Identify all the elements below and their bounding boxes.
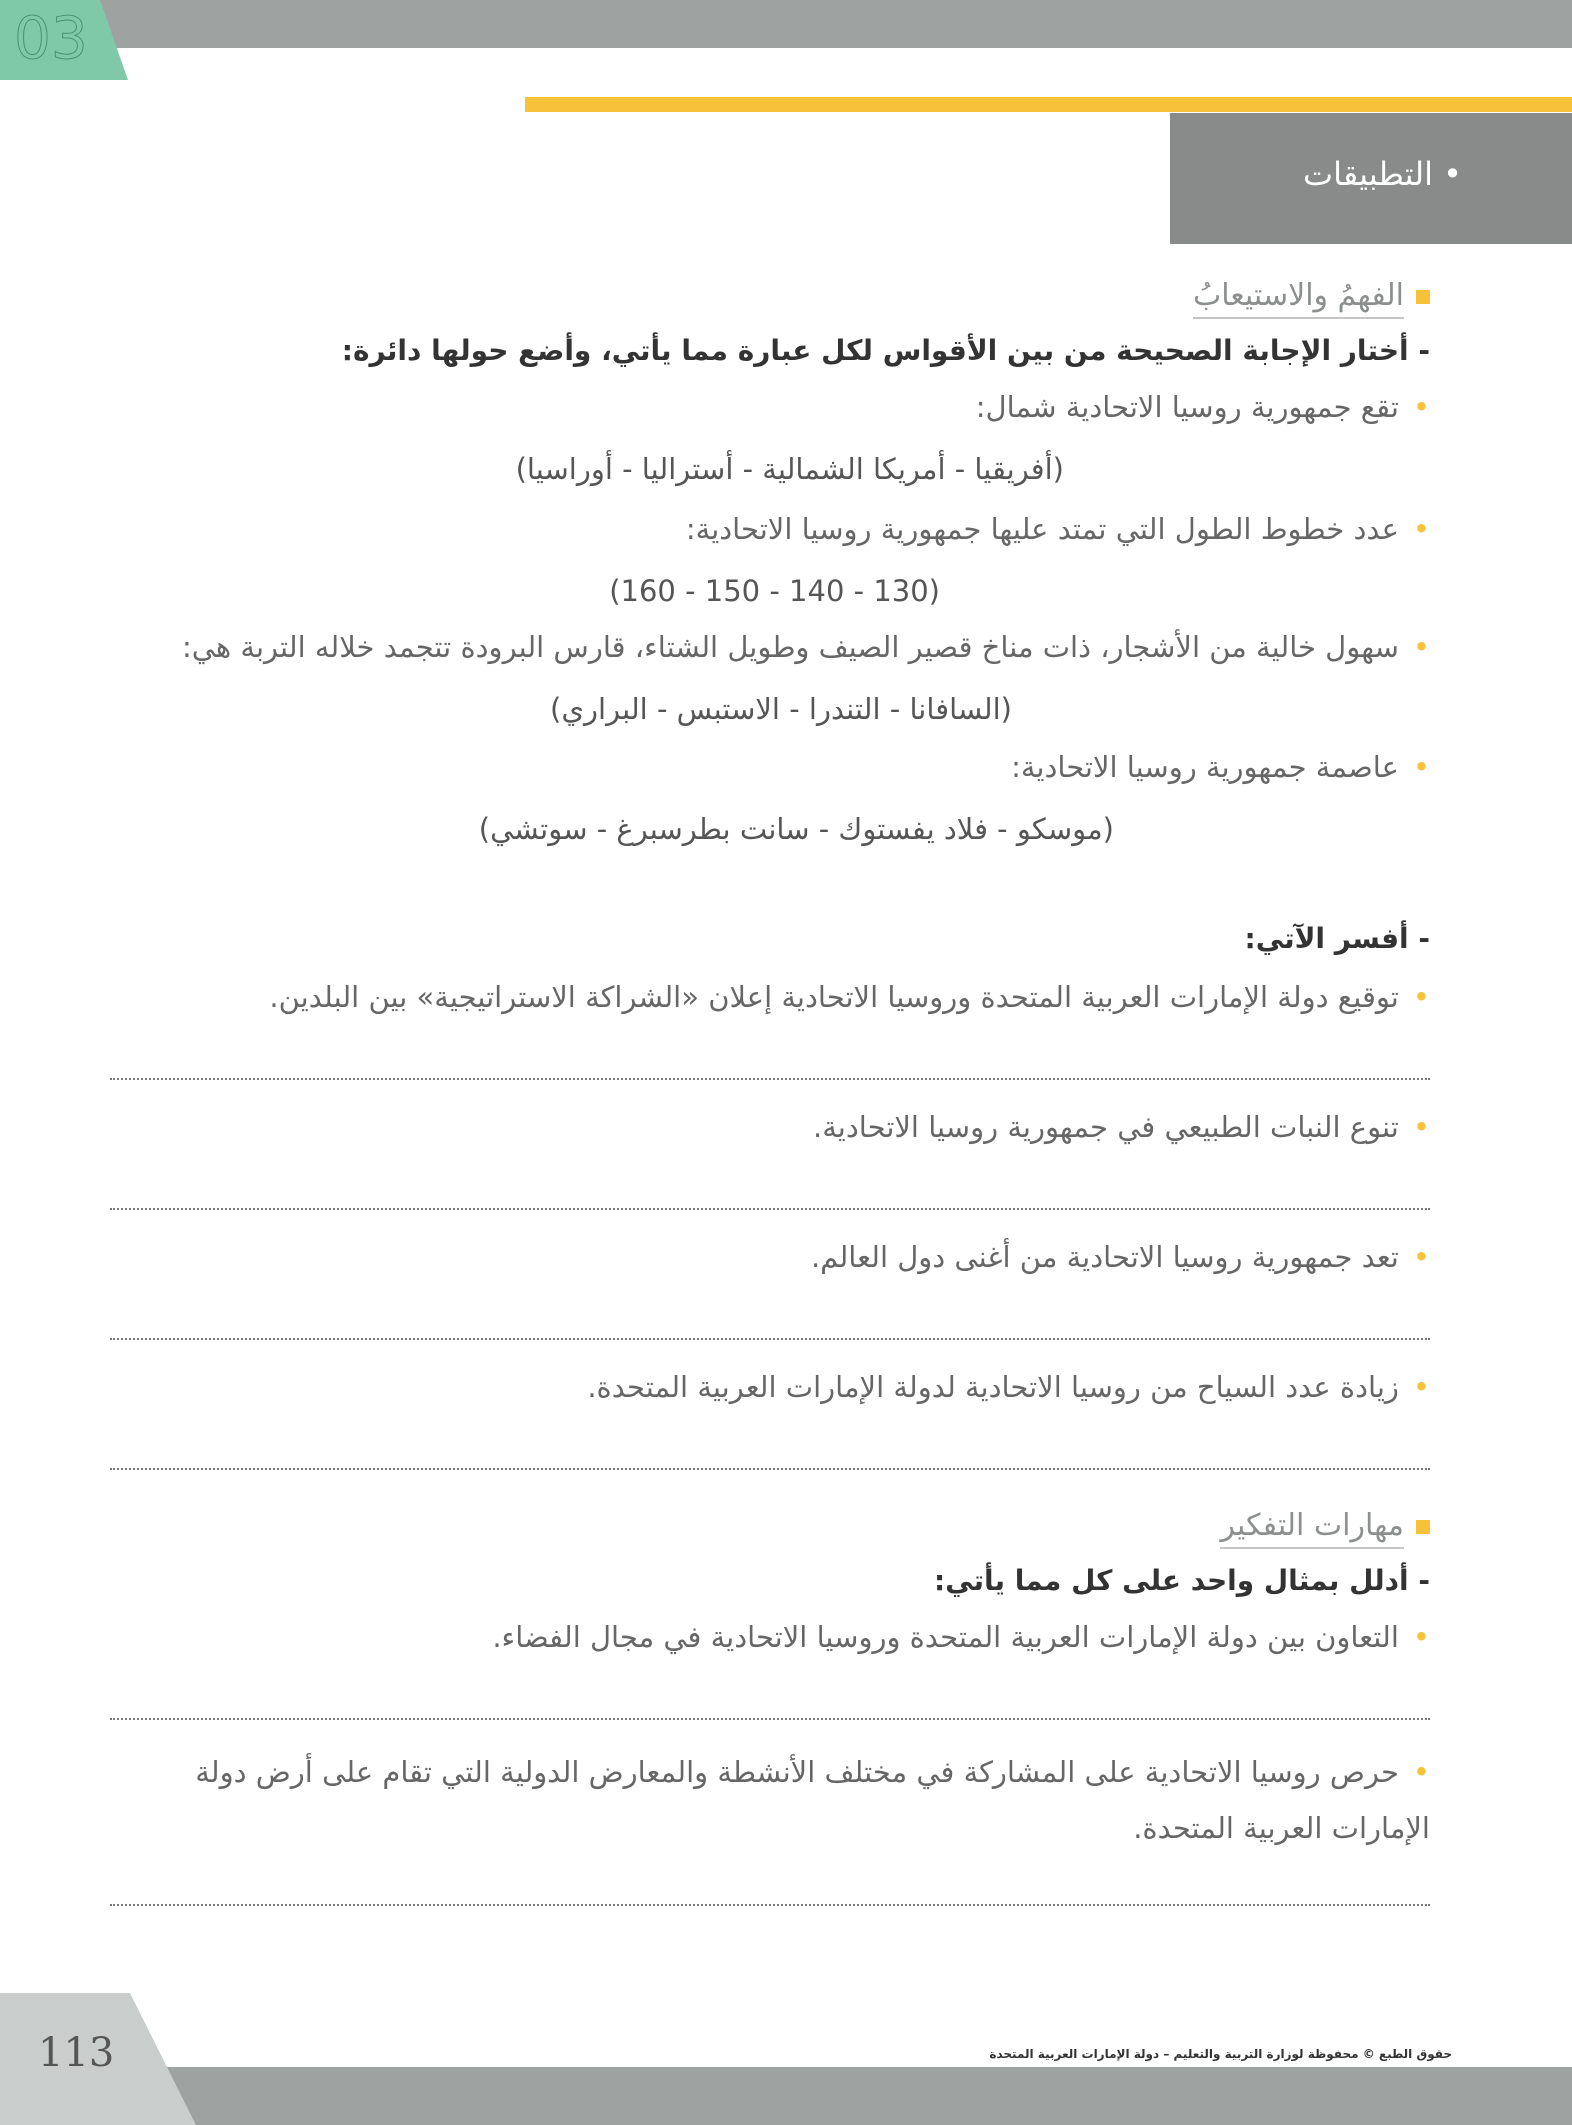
explain-item: •تعد جمهورية روسيا الاتحادية من أغنى دول العالم. [810, 1240, 1430, 1274]
bullet-dot-icon: • [1412, 1755, 1430, 1789]
bullet-dot-icon: • [1412, 1620, 1430, 1654]
question-item: •سهول خالية من الأشجار، ذات مناخ قصير الصيف وطويل الشتاء، قارس البرودة تتجمد خلاله التربة هي: [181, 630, 1430, 664]
bullet-dot-icon: • [1412, 1240, 1430, 1274]
bullet-dot-icon: • [1412, 750, 1430, 784]
section-header [1170, 113, 1572, 244]
answer-options[interactable]: (أفريقيا - أمريكا الشمالية - أستراليا - أوراسيا) [515, 452, 1064, 486]
explain-instruction: - أفسر الآتي: [1244, 922, 1430, 955]
bullet-dot-icon: • [1412, 512, 1430, 546]
answer-options[interactable]: (السافانا - التندرا - الاستبس - البراري) [550, 692, 1012, 726]
copyright-notice: حقوق الطبع © محفوظة لوزارة التربية والتعليم – دولة الإمارات العربية المتحدة [989, 2047, 1452, 2061]
page-number: 113 [38, 2030, 115, 2076]
answer-line[interactable] [110, 1718, 1430, 1720]
answer-line[interactable] [110, 1338, 1430, 1340]
answer-line[interactable] [110, 1468, 1430, 1470]
accent-line [525, 97, 1572, 112]
question-item: •عدد خطوط الطول التي تمتد عليها جمهورية روسيا الاتحادية: [685, 512, 1430, 546]
answer-options[interactable]: (130 - 140 - 150 - 160) [609, 574, 940, 608]
bullet-dot-icon: • [1412, 390, 1430, 424]
explain-item: •توقيع دولة الإمارات العربية المتحدة وروسيا الاتحادية إعلان «الشراكة الاستراتيجية» بين البلدين. [269, 980, 1430, 1014]
answer-line[interactable] [110, 1078, 1430, 1080]
thinking-heading: مهارات التفكير [1220, 1508, 1430, 1543]
answer-line[interactable] [110, 1208, 1430, 1210]
square-bullet-icon [1416, 1520, 1430, 1534]
section-title: • التطبيقات [1303, 155, 1462, 193]
comprehension-instruction: - أختار الإجابة الصحيحة من بين الأقواس لكل عبارة مما يأتي، وأضع حولها دائرة: [341, 334, 1430, 367]
bullet-dot-icon: • [1412, 980, 1430, 1014]
footer-bar [0, 2067, 1572, 2125]
explain-item: •تنوع النبات الطبيعي في جمهورية روسيا الاتحادية. [813, 1110, 1430, 1144]
thinking-item: •التعاون بين دولة الإمارات العربية المتحدة وروسيا الاتحادية في مجال الفضاء. [492, 1620, 1430, 1654]
explain-item: •زيادة عدد السياح من روسيا الاتحادية لدولة الإمارات العربية المتحدة. [587, 1370, 1430, 1404]
top-bar [0, 0, 1572, 48]
thinking-item: •حرص روسيا الاتحادية على المشاركة في مختلف الأنشطة والمعارض الدولية التي تقام على أرض دولة الإمارات العربية المتحدة. [195, 1755, 1430, 1845]
answer-line[interactable] [110, 1904, 1430, 1906]
bullet-dot-icon: • [1412, 630, 1430, 664]
unit-number: 03 [14, 4, 88, 72]
question-item: •عاصمة جمهورية روسيا الاتحادية: [1011, 750, 1430, 784]
bullet-dot-icon: • [1412, 1370, 1430, 1404]
question-item: •تقع جمهورية روسيا الاتحادية شمال: [975, 390, 1430, 424]
square-bullet-icon [1416, 290, 1430, 304]
thinking-instruction: - أدلل بمثال واحد على كل مما يأتي: [933, 1564, 1430, 1597]
bullet-dot-icon: • [1412, 1110, 1430, 1144]
answer-options[interactable]: (موسكو - فلاد يفستوك - سانت بطرسبرغ - سوتشي) [478, 812, 1114, 846]
comprehension-heading: الفهمُ والاستيعابُ [1193, 278, 1430, 313]
